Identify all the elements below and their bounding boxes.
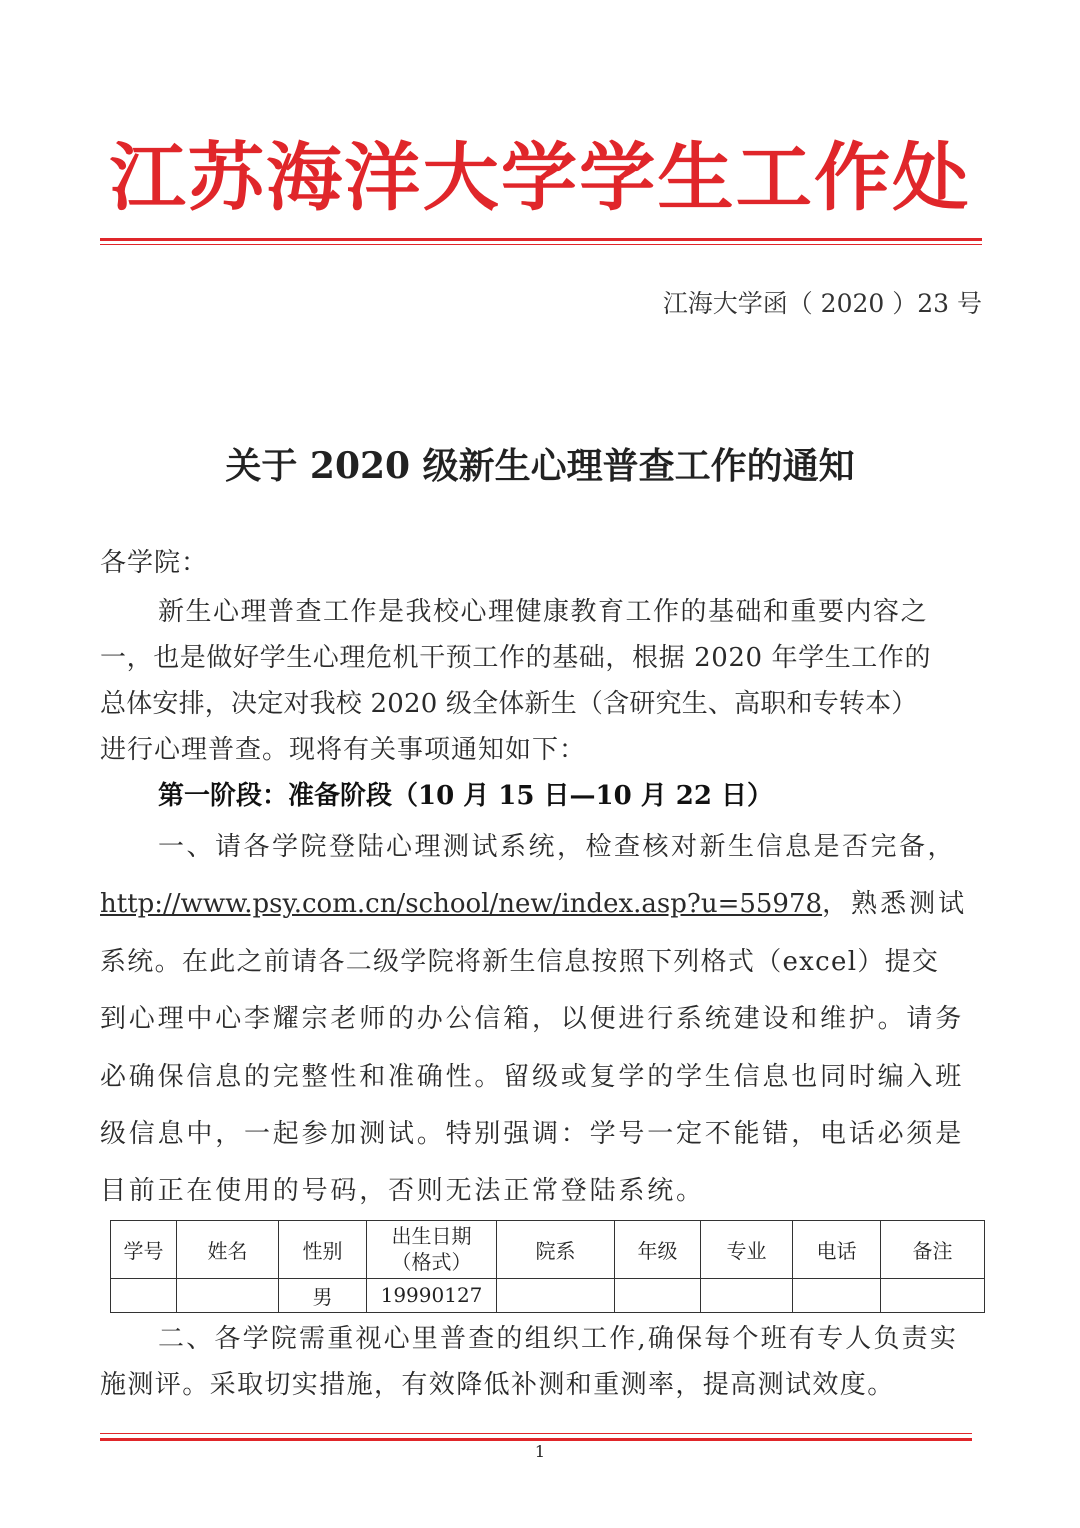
- test-system-link[interactable]: http://www.psy.com.cn/school/new/index.asp?u=55978: [100, 889, 823, 919]
- item-1-line-1: 一、请各学院登陆心理测试系统，检查核对新生信息是否完备，: [158, 832, 957, 862]
- item-2-line-1: 二、各学院需重视心里普查的组织工作,确保每个班有专人负责实: [158, 1324, 959, 1354]
- table-cell: [701, 1278, 793, 1312]
- document-title: 关于 2020 级新生心理普查工作的通知: [225, 445, 855, 487]
- item-1-line-7: 目前正在使用的号码，否则无法正常登陆系统。: [100, 1176, 705, 1206]
- paragraph-1-line-3: 总体安排，决定对我校 2020 级全体新生（含研究生、高职和专转本）: [100, 689, 918, 719]
- paragraph-1-line-1: 新生心理普查工作是我校心理健康教育工作的基础和重要内容之: [158, 597, 929, 627]
- table-row: [111, 1278, 985, 1312]
- footer-red-rule-thin: [100, 1433, 972, 1434]
- table-cell: [497, 1278, 615, 1312]
- table-cell: [111, 1278, 177, 1312]
- item-2-line-2: 施测评。采取切实措施，有效降低补测和重测率，提高测试效度。: [100, 1370, 895, 1400]
- table-header-row: [111, 1221, 985, 1279]
- paragraph-1-line-2: 一，也是做好学生心理危机干预工作的基础，根据 2020 年学生工作的: [100, 643, 932, 673]
- document-number: 江海大学函（ 2020 ）23 号: [662, 289, 982, 318]
- table-header-cell: 学号: [111, 1221, 177, 1279]
- table-cell: [881, 1278, 985, 1312]
- table-header-cell: 备注: [881, 1221, 985, 1279]
- table-header-cell: 性别: [279, 1221, 367, 1279]
- table-cell: [177, 1278, 279, 1312]
- salutation: 各学院：: [100, 548, 209, 578]
- item-1-line-4: 到心理中心李耀宗老师的办公信箱，以便进行系统建设和维护。请务: [100, 1004, 965, 1034]
- table-cell: 男: [279, 1278, 367, 1312]
- masthead-red-rule-thin: [100, 244, 982, 245]
- table-header-cell: 年级: [615, 1221, 701, 1279]
- table-header-cell: 专业: [701, 1221, 793, 1279]
- page-number: 1: [534, 1442, 546, 1461]
- item-1-line-2-tail: ，熟悉测试: [822, 889, 968, 919]
- table-cell: [615, 1278, 701, 1312]
- table-header-cell: 院系: [497, 1221, 615, 1279]
- student-info-format-table: [110, 1220, 985, 1313]
- paragraph-1-line-4: 进行心理普查。现将有关事项通知如下：: [100, 735, 587, 765]
- item-1-line-5: 必确保信息的完整性和准确性。留级或复学的学生信息也同时编入班: [100, 1062, 965, 1092]
- organization-masthead: 江苏海洋大学学生工作处: [109, 135, 971, 221]
- item-1-line-6: 级信息中，一起参加测试。特别强调：学号一定不能错，电话必须是: [100, 1119, 965, 1149]
- table-header-cell: 电话: [793, 1221, 881, 1279]
- item-1-line-2: [100, 881, 984, 927]
- table-header-dob-format: （格式）: [391, 1250, 472, 1275]
- table-header-cell: 姓名: [177, 1221, 279, 1279]
- table-cell: 19990127: [367, 1278, 497, 1312]
- table-header-cell: [367, 1221, 497, 1279]
- table-cell: [793, 1278, 881, 1312]
- table-header-dob: 出生日期: [391, 1224, 472, 1249]
- masthead-red-rule: [100, 238, 982, 241]
- item-1-line-3: 系统。在此之前请各二级学院将新生信息按照下列格式（excel）提交: [100, 947, 940, 977]
- stage-1-heading: 第一阶段：准备阶段（10 月 15 日—10 月 22 日）: [158, 781, 774, 811]
